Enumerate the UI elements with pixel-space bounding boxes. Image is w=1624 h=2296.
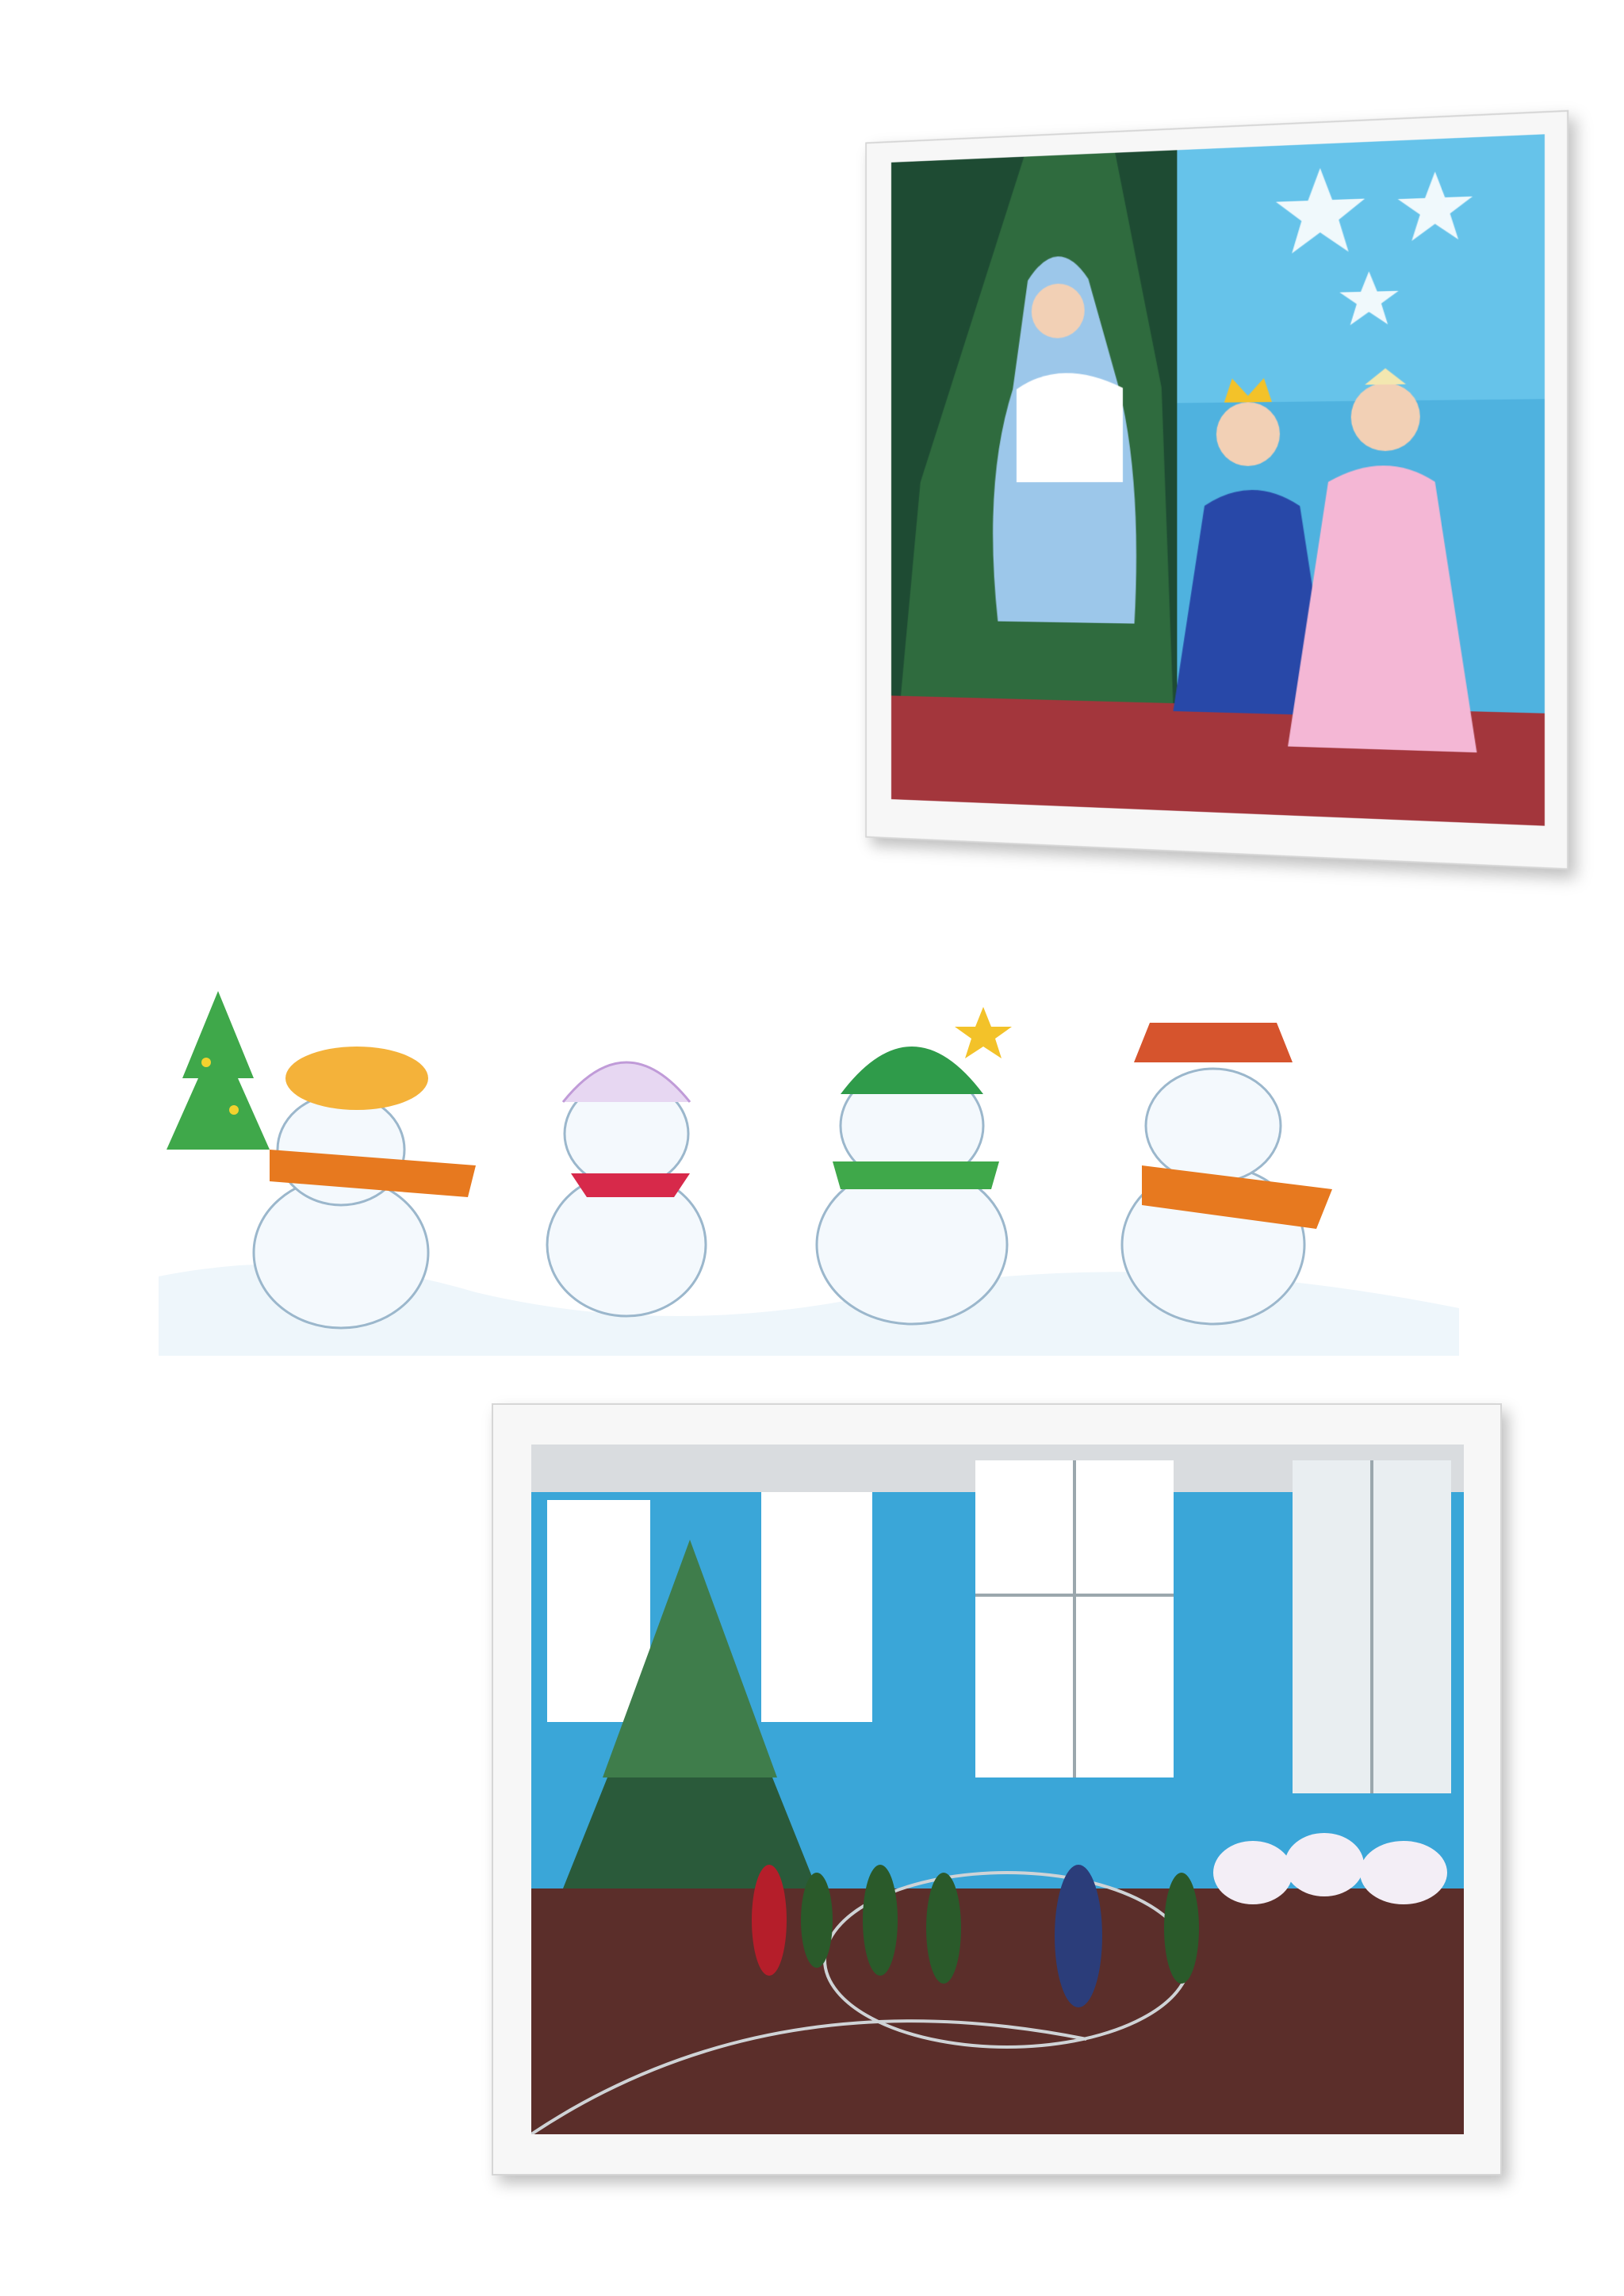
- photo-frame-school-gym: [492, 1403, 1502, 2175]
- photo-school-gym-celebration: [531, 1445, 1464, 2134]
- snowman-3: [817, 1007, 1012, 1324]
- snowman-4: [1122, 1023, 1332, 1324]
- photo-snow-maiden-prince-princess: [891, 134, 1545, 825]
- snowman-2: [547, 1062, 706, 1316]
- snowmen-illustration: [159, 991, 1459, 1356]
- photo-frame-snow-maiden: [865, 110, 1568, 871]
- christmas-tree-icon: [167, 991, 270, 1150]
